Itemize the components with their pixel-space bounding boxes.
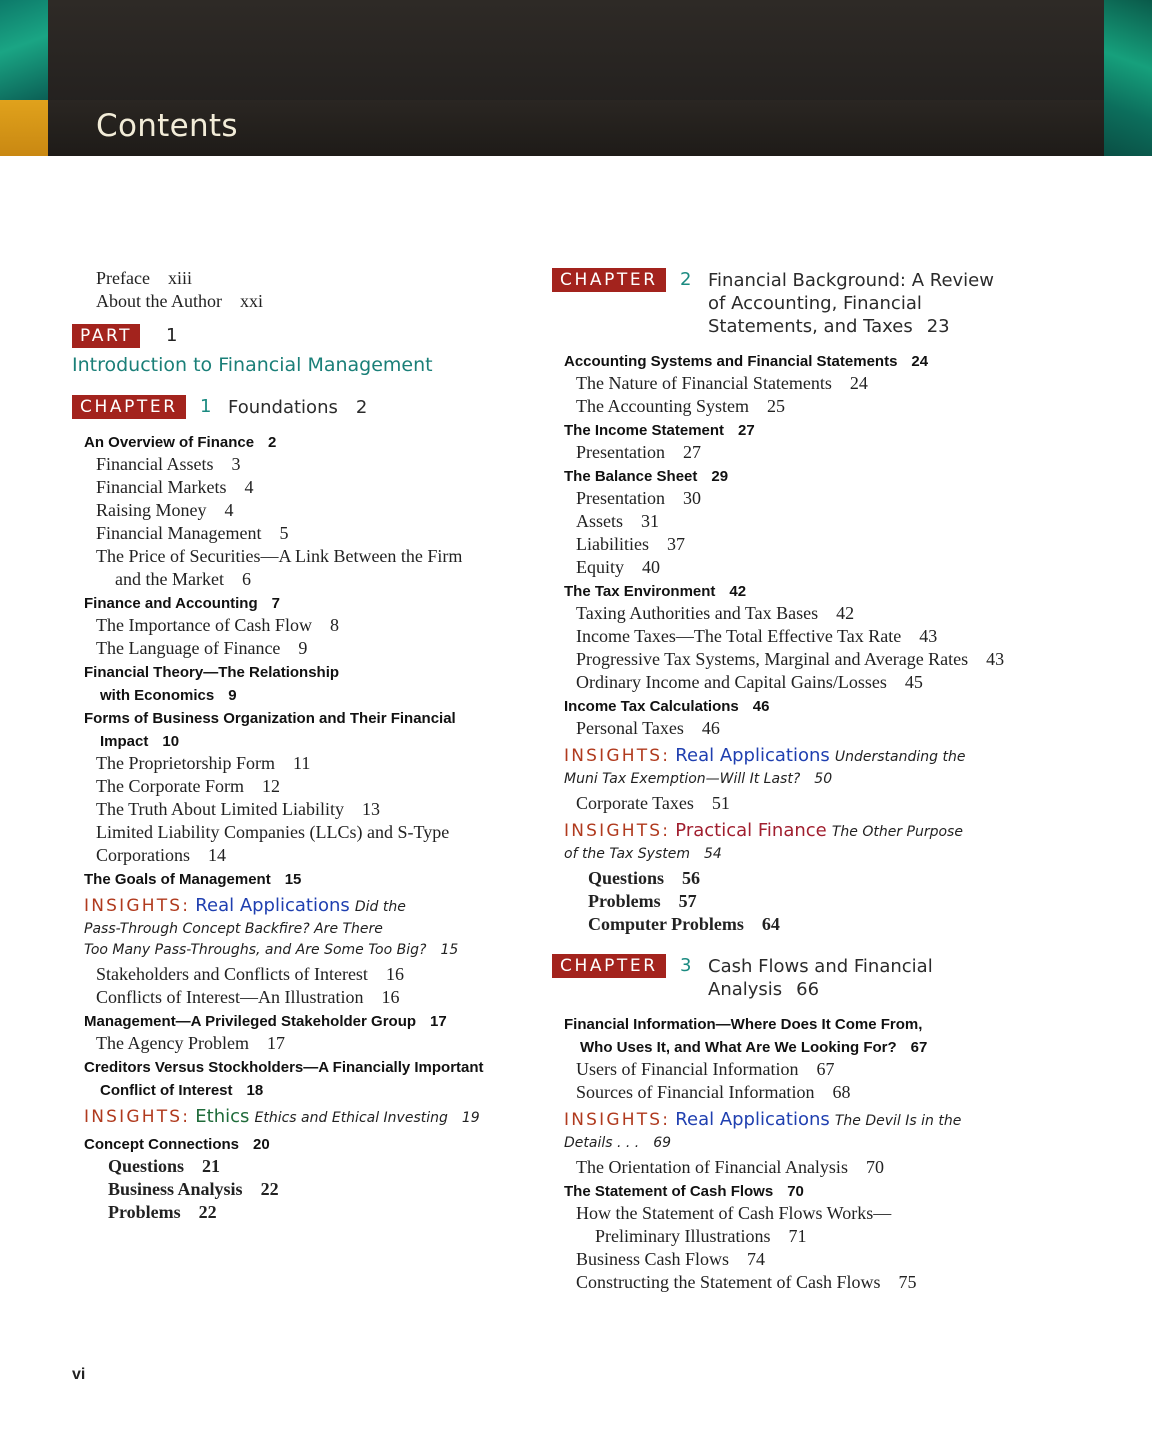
toc-section-page: 20 xyxy=(253,1136,270,1153)
chapter-title[interactable] xyxy=(708,955,933,1001)
toc-entry-page: 56 xyxy=(682,868,701,888)
toc-entry-label: Personal Taxes xyxy=(576,718,684,738)
page-header xyxy=(0,0,1152,156)
toc-entry-page: 4 xyxy=(244,477,254,497)
toc-entry-label: Stakeholders and Conflicts of Interest xyxy=(96,964,368,984)
toc-end-item[interactable] xyxy=(588,914,780,935)
toc-section[interactable] xyxy=(564,468,728,485)
toc-entry-page: 6 xyxy=(241,569,251,589)
toc-entry-page: xiii xyxy=(167,268,192,288)
insights-title-line[interactable] xyxy=(564,1131,671,1154)
toc-entry-page: 16 xyxy=(385,964,404,984)
page-title: Contents xyxy=(96,108,238,144)
toc-entry-page: 17 xyxy=(266,1033,285,1053)
chapter-title[interactable] xyxy=(228,396,367,419)
insights-page: 19 xyxy=(461,1110,480,1126)
toc-entry-label: Financial Management xyxy=(96,523,262,543)
toc-section-label: with Economics xyxy=(100,687,215,704)
toc-entry-label: The Nature of Financial Statements xyxy=(576,373,832,393)
toc-section-label: Finance and Accounting xyxy=(84,595,258,612)
toc-section-label: Creditors Versus Stockholders—A Financially Important xyxy=(84,1059,484,1076)
toc-section-page: 24 xyxy=(911,353,929,370)
toc-entry-page: 4 xyxy=(224,500,234,520)
toc-entry[interactable] xyxy=(576,534,685,555)
toc-entry-continued[interactable] xyxy=(96,845,226,866)
toc-section-label: The Income Statement xyxy=(564,422,725,439)
toc-entry[interactable] xyxy=(96,291,263,312)
toc-entry-continued[interactable] xyxy=(115,569,251,590)
toc-entry-continued[interactable] xyxy=(595,1226,806,1247)
toc-entry[interactable] xyxy=(576,557,660,578)
toc-entry-label: Conflicts of Interest—An Illustration xyxy=(96,987,364,1007)
insights-title: Muni Tax Exemption—Will It Last? xyxy=(564,771,801,787)
toc-entry-label: The Price of Securities—A Link Between the Firm xyxy=(96,546,463,566)
insights-title: Too Many Pass-Throughs, and Are Some Too Big? xyxy=(84,942,427,958)
toc-entry[interactable] xyxy=(576,1157,884,1178)
toc-entry-label: The Agency Problem xyxy=(96,1033,249,1053)
toc-entry-label: Assets xyxy=(576,511,624,531)
insights-title: Pass-Through Concept Backfire? Are There xyxy=(84,921,383,937)
insights-title-line[interactable] xyxy=(84,938,458,961)
toc-entry-page: 68 xyxy=(832,1082,851,1102)
toc-entry[interactable] xyxy=(96,523,288,544)
toc-entry-label: The Corporate Form xyxy=(96,776,244,796)
toc-entry-page: 64 xyxy=(761,914,780,934)
toc-section[interactable] xyxy=(84,434,276,451)
toc-entry[interactable] xyxy=(576,603,854,624)
toc-section-label: The Statement of Cash Flows xyxy=(564,1183,774,1200)
toc-section-continued[interactable] xyxy=(100,687,237,704)
toc-section-label: Who Uses It, and What Are We Looking For? xyxy=(580,1039,897,1056)
toc-entry[interactable] xyxy=(576,1203,891,1224)
toc-entry-page: 37 xyxy=(666,534,685,554)
toc-section-page: 7 xyxy=(271,595,280,612)
toc-entry[interactable] xyxy=(96,964,404,985)
chapter-title-line: of Accounting, Financial xyxy=(708,293,922,314)
toc-section-label: Forms of Business Organization and Their Financial xyxy=(84,710,456,727)
toc-entry[interactable] xyxy=(96,546,462,567)
toc-entry-page: 25 xyxy=(766,396,785,416)
insights-page: 54 xyxy=(703,846,722,862)
toc-section[interactable] xyxy=(564,1183,804,1200)
toc-entry-label: How the Statement of Cash Flows Works— xyxy=(576,1203,892,1223)
toc-entry-label: Liabilities xyxy=(576,534,649,554)
toc-entry-label: Financial Markets xyxy=(96,477,227,497)
toc-entry-page: 57 xyxy=(678,891,697,911)
toc-entry-label: Constructing the Statement of Cash Flows xyxy=(576,1272,881,1292)
toc-section-continued[interactable] xyxy=(580,1039,927,1056)
toc-entry-page: 67 xyxy=(816,1059,835,1079)
toc-entry-page: 40 xyxy=(642,557,660,577)
toc-section-page: 46 xyxy=(752,698,770,715)
chapter-title[interactable] xyxy=(708,269,994,338)
toc-entry[interactable] xyxy=(576,396,785,417)
part-title[interactable]: Introduction to Financial Management xyxy=(72,354,433,376)
insights-label: INSIGHTS: xyxy=(564,746,671,766)
toc-section-page: 27 xyxy=(738,422,755,439)
toc-end-item[interactable] xyxy=(108,1156,220,1177)
toc-end-item[interactable] xyxy=(108,1202,217,1223)
toc-section[interactable] xyxy=(84,1059,484,1076)
header-right-decoration xyxy=(1104,0,1152,156)
toc-section-label: Concept Connections xyxy=(84,1136,240,1153)
toc-entry[interactable] xyxy=(576,1249,765,1270)
toc-section-label: Income Tax Calculations xyxy=(564,698,739,715)
toc-section-page: 17 xyxy=(430,1013,447,1030)
toc-entry-label: About the Author xyxy=(96,291,222,311)
toc-section-page: 29 xyxy=(711,468,729,485)
insights-box[interactable] xyxy=(564,820,963,843)
toc-section-label: Impact xyxy=(100,733,149,750)
toc-entry-page: 27 xyxy=(682,442,701,462)
toc-entry[interactable] xyxy=(576,626,937,647)
toc-entry-label: Ordinary Income and Capital Gains/Losses xyxy=(576,672,887,692)
toc-entry-label: Preface xyxy=(96,268,150,288)
toc-entry-page: 43 xyxy=(919,626,938,646)
toc-entry-page: 46 xyxy=(701,718,720,738)
toc-entry-label: Problems xyxy=(588,891,661,911)
toc-entry-label: The Truth About Limited Liability xyxy=(96,799,345,819)
insights-box[interactable] xyxy=(564,1109,961,1132)
toc-entry-label: Sources of Financial Information xyxy=(576,1082,815,1102)
toc-entry-page: 74 xyxy=(747,1249,766,1269)
toc-section[interactable] xyxy=(564,1016,922,1033)
insights-page: 15 xyxy=(440,942,459,958)
toc-entry[interactable] xyxy=(576,442,701,463)
insights-label: INSIGHTS: xyxy=(564,1110,671,1130)
toc-entry-label: Progressive Tax Systems, Marginal and Average Rates xyxy=(576,649,969,669)
toc-entry-page: xxi xyxy=(240,291,264,311)
toc-entry[interactable] xyxy=(96,776,280,797)
toc-entry-page: 12 xyxy=(261,776,280,796)
toc-entry-label: Raising Money xyxy=(96,500,207,520)
toc-section-label: Conflict of Interest xyxy=(100,1082,233,1099)
toc-section-label: Financial Theory—The Relationship xyxy=(84,664,340,681)
chapter-page: 23 xyxy=(926,316,950,337)
insights-box[interactable] xyxy=(84,1106,480,1129)
toc-section[interactable] xyxy=(564,698,769,715)
insights-box[interactable] xyxy=(84,895,406,918)
toc-entry-page: 43 xyxy=(986,649,1005,669)
toc-section-label: Accounting Systems and Financial Statements xyxy=(564,353,898,370)
toc-entry[interactable] xyxy=(96,753,310,774)
toc-section-page: 2 xyxy=(268,434,277,451)
toc-entry-label: Questions xyxy=(108,1156,185,1176)
chapter-title-text: Foundations xyxy=(228,397,338,418)
insights-title: The Other Purpose xyxy=(831,824,963,840)
toc-entry-label: The Accounting System xyxy=(576,396,749,416)
toc-entry[interactable] xyxy=(576,1059,834,1080)
toc-entry-page: 71 xyxy=(788,1226,807,1246)
toc-entry-page: 51 xyxy=(711,793,730,813)
toc-entry-label: Limited Liability Companies (LLCs) and S-Type xyxy=(96,822,450,842)
toc-section[interactable] xyxy=(84,1136,270,1153)
toc-section[interactable] xyxy=(84,710,456,727)
insights-title: Did the xyxy=(354,899,406,915)
toc-entry[interactable] xyxy=(576,649,1004,670)
insights-category: Real Applications xyxy=(675,1109,830,1130)
toc-entry[interactable] xyxy=(576,793,730,814)
toc-entry[interactable] xyxy=(576,1272,916,1293)
toc-entry[interactable] xyxy=(96,822,449,843)
insights-page: 50 xyxy=(814,771,833,787)
toc-section-page: 70 xyxy=(787,1183,804,1200)
toc-section-page: 18 xyxy=(246,1082,264,1099)
toc-section-label: Management—A Privileged Stakeholder Group xyxy=(84,1013,417,1030)
toc-section[interactable] xyxy=(564,422,755,439)
toc-entry-label: Problems xyxy=(108,1202,181,1222)
toc-entry-label: Presentation xyxy=(576,442,665,462)
insights-title: The Devil Is in the xyxy=(834,1113,962,1129)
toc-section[interactable] xyxy=(84,664,339,681)
toc-entry[interactable] xyxy=(96,454,241,475)
toc-entry-page: 8 xyxy=(329,615,339,635)
toc-section[interactable] xyxy=(84,871,301,888)
insights-title-line[interactable] xyxy=(564,767,832,790)
toc-entry-label: Taxing Authorities and Tax Bases xyxy=(576,603,819,623)
toc-entry[interactable] xyxy=(576,373,868,394)
chapter-tag: CHAPTER xyxy=(552,954,666,978)
toc-entry[interactable] xyxy=(96,477,253,498)
toc-entry-label: Financial Assets xyxy=(96,454,214,474)
insights-box[interactable] xyxy=(564,745,965,768)
chapter-title-line: Analysis xyxy=(708,979,783,1000)
toc-entry-page: 5 xyxy=(279,523,289,543)
toc-entry-label: Presentation xyxy=(576,488,665,508)
toc-section-page: 10 xyxy=(162,733,180,750)
toc-entry-label: The Language of Finance xyxy=(96,638,281,658)
toc-entry[interactable] xyxy=(96,500,234,521)
toc-entry-label: The Orientation of Financial Analysis xyxy=(576,1157,848,1177)
toc-entry-page: 45 xyxy=(904,672,923,692)
insights-page: 69 xyxy=(653,1135,672,1151)
chapter-tag: CHAPTER xyxy=(552,268,666,292)
insights-label: INSIGHTS: xyxy=(564,821,671,841)
toc-entry-page: 11 xyxy=(292,753,311,773)
toc-entry-label: The Proprietorship Form xyxy=(96,753,275,773)
toc-entry-label: Users of Financial Information xyxy=(576,1059,799,1079)
toc-entry-page: 21 xyxy=(202,1156,221,1176)
toc-end-item[interactable] xyxy=(588,868,700,889)
toc-entry[interactable] xyxy=(96,987,399,1008)
chapter-title-line: Financial Background: A Review xyxy=(708,270,994,291)
toc-entry-label: Computer Problems xyxy=(588,914,744,934)
toc-section-continued[interactable] xyxy=(100,1082,263,1099)
toc-entry-label: and the Market xyxy=(115,569,224,589)
toc-section-page: 15 xyxy=(284,871,302,888)
toc-entry-page: 22 xyxy=(260,1179,279,1199)
toc-entry-page: 13 xyxy=(362,799,381,819)
chapter-title-line: Statements, and Taxes xyxy=(708,316,913,337)
toc-section-page: 42 xyxy=(729,583,747,600)
toc-entry-label: Corporations xyxy=(96,845,190,865)
toc-entry-label: Corporate Taxes xyxy=(576,793,694,813)
toc-entry-page: 31 xyxy=(641,511,660,531)
toc-entry[interactable] xyxy=(96,799,380,820)
insights-title: of the Tax System xyxy=(564,846,690,862)
toc-section-label: The Tax Environment xyxy=(564,583,716,600)
toc-entry-label: Income Taxes—The Total Effective Tax Rate xyxy=(576,626,902,646)
chapter-number: 3 xyxy=(680,955,692,976)
part-tag: PART xyxy=(72,324,140,348)
toc-section-label: Financial Information—Where Does It Come From, xyxy=(564,1016,923,1033)
toc-entry-page: 42 xyxy=(836,603,855,623)
part-number: 1 xyxy=(166,325,178,346)
chapter-page: 2 xyxy=(355,397,368,418)
toc-entry[interactable] xyxy=(576,718,720,739)
toc-entry[interactable] xyxy=(96,615,339,636)
toc-entry-page: 9 xyxy=(298,638,308,658)
toc-entry-page: 75 xyxy=(898,1272,917,1292)
toc-section-label: The Balance Sheet xyxy=(564,468,698,485)
insights-title-line[interactable] xyxy=(564,842,722,865)
toc-section-page: 67 xyxy=(910,1039,928,1056)
toc-end-item[interactable] xyxy=(108,1179,279,1200)
toc-entry-label: Business Analysis xyxy=(108,1179,243,1199)
toc-entry[interactable] xyxy=(96,268,192,289)
toc-entry-page: 14 xyxy=(208,845,226,865)
toc-entry-label: The Importance of Cash Flow xyxy=(96,615,312,635)
insights-category: Practical Finance xyxy=(675,820,827,841)
toc-entry[interactable] xyxy=(576,1082,850,1103)
insights-title: Details . . . xyxy=(564,1135,640,1151)
header-gold-accent xyxy=(0,100,48,156)
toc-section-continued[interactable] xyxy=(100,733,179,750)
toc-section-label: An Overview of Finance xyxy=(84,434,255,451)
toc-section[interactable] xyxy=(564,583,746,600)
toc-section-page: 9 xyxy=(228,687,237,704)
chapter-number: 2 xyxy=(680,269,692,290)
toc-entry[interactable] xyxy=(576,511,659,532)
toc-entry-page: 3 xyxy=(231,454,241,474)
page-folio: vi xyxy=(72,1366,86,1383)
chapter-number: 1 xyxy=(200,396,212,417)
toc-entry-page: 22 xyxy=(198,1202,217,1222)
chapter-tag: CHAPTER xyxy=(72,395,186,419)
insights-category: Ethics xyxy=(195,1106,250,1127)
insights-title: Understanding the xyxy=(834,749,966,765)
toc-entry[interactable] xyxy=(96,638,307,659)
insights-category: Real Applications xyxy=(195,895,350,916)
insights-label: INSIGHTS: xyxy=(84,896,191,916)
insights-title: Ethics and Ethical Investing xyxy=(254,1110,448,1126)
toc-entry-page: 16 xyxy=(381,987,400,1007)
header-left-decoration xyxy=(0,0,48,100)
insights-title-line[interactable] xyxy=(84,917,383,940)
toc-entry[interactable] xyxy=(576,672,923,693)
insights-label: INSIGHTS: xyxy=(84,1107,191,1127)
toc-entry[interactable] xyxy=(576,488,701,509)
toc-entry-label: Preliminary Illustrations xyxy=(595,1226,771,1246)
chapter-title-line: Cash Flows and Financial xyxy=(708,956,933,977)
chapter-page: 66 xyxy=(796,979,820,1000)
toc-entry-page: 24 xyxy=(849,373,868,393)
toc-end-item[interactable] xyxy=(588,891,697,912)
toc-entry-label: Questions xyxy=(588,868,665,888)
toc-entry[interactable] xyxy=(96,1033,285,1054)
toc-section[interactable] xyxy=(564,353,928,370)
toc-entry-label: Equity xyxy=(576,557,624,577)
toc-section-label: The Goals of Management xyxy=(84,871,271,888)
toc-entry-label: Business Cash Flows xyxy=(576,1249,730,1269)
toc-entry-page: 70 xyxy=(865,1157,884,1177)
insights-category: Real Applications xyxy=(675,745,830,766)
toc-section[interactable] xyxy=(84,595,280,612)
toc-section[interactable] xyxy=(84,1013,447,1030)
toc-entry-page: 30 xyxy=(682,488,701,508)
